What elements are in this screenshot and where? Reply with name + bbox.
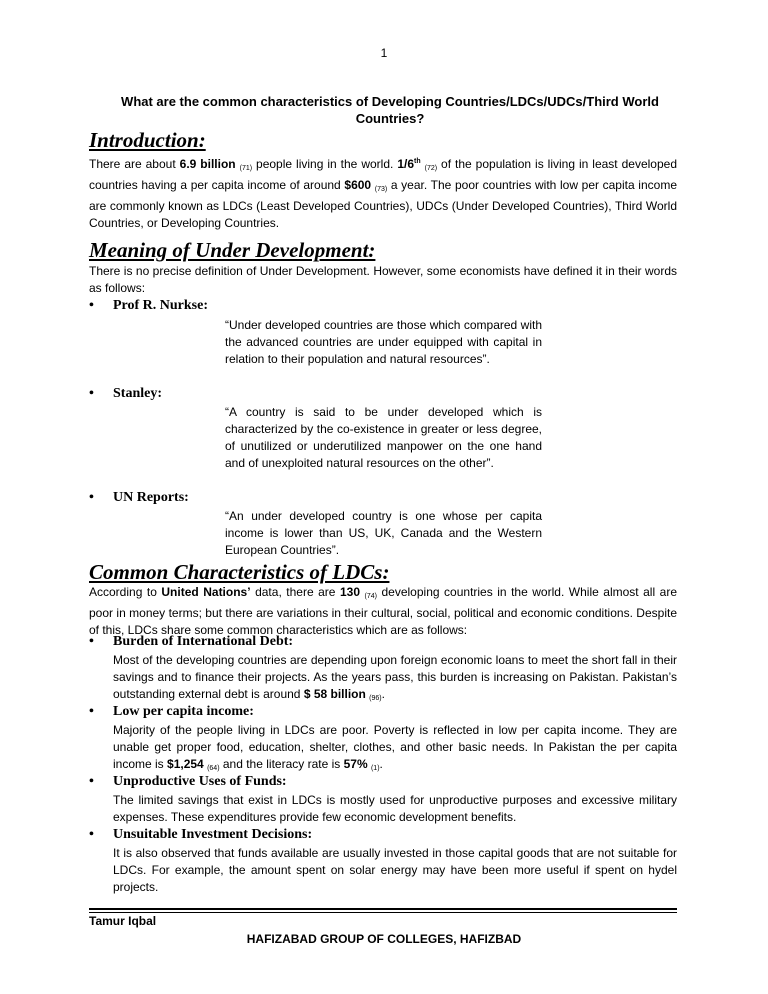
bullet-icon: • xyxy=(89,490,94,505)
bullet-icon: • xyxy=(89,704,94,719)
bullet-icon: • xyxy=(89,774,94,789)
characteristics-heading: Common Characteristics of LDCs: xyxy=(89,560,390,584)
bullet-icon: • xyxy=(89,386,94,401)
definition-un-reports: • UN Reports: xyxy=(89,490,189,505)
introduction-paragraph: There are about 6.9 billion $_{(71)}$ people living in the world. 1/6th $_{(72)}$ of the population is living in least developed countries having a per capita income of around $600 $_{(73)}$ a year. The poor countries with low per capita income are commonly known as LDCs (Least Developed Countries), UDCs (Under Developed Countries), Third World Countries, or Developing Countries. xyxy=(89,157,678,230)
quote-stanley: “A country is said to be under developed which is characterized by the co-existence in greater or less degree, of unutilized or underutilized manpower on the one hand and of unexploited natural resources on the other”. xyxy=(225,405,542,470)
footer-college: HAFIZABAD GROUP OF COLLEGES, HAFIZBAD xyxy=(246,932,522,946)
document-title: What are the common characteristics of Developing Countries/LDCs/UDCs/Third World Countries? xyxy=(121,94,659,126)
item-investment: • Unsuitable Investment Decisions: xyxy=(89,827,313,842)
introduction-heading: Introduction: xyxy=(89,128,206,152)
footer-divider xyxy=(89,908,677,910)
bullet-icon: • xyxy=(89,827,94,842)
quote-nurkse: “Under developed countries are those which compared with the advanced countries are under equipped with capital in relation to their population and natural resources”. xyxy=(225,318,542,366)
definition-stanley: • Stanley: xyxy=(89,386,162,401)
footer-author: Tamur Iqbal xyxy=(89,914,157,928)
item-debt-text: Most of the developing countries are depending upon foreign economic loans to meet the short fall in their savings and to finance their projects. As the years pass, this burden is increasing on Pakistan. Pakistan’s outstanding external debt is around $ 58 billion $_{(96)}$. xyxy=(113,653,677,702)
item-income: • Low per capita income: xyxy=(89,704,254,719)
item-investment-text: It is also observed that funds available are usually invested in those capital goods that are not suitable for LDCs. For example, the amount spent on solar energy may have been more useful if spent on hydel projects. xyxy=(113,846,677,894)
characteristics-paragraph: According to United Nations’ data, there are 130 $_{(74)}$ developing countries in the world. While almost all are poor in money terms; but there are variations in their cultural, social, political and economic conditions. Despite of this, LDCs share some common characteristics which are as follows: xyxy=(89,585,677,637)
bullet-icon: • xyxy=(89,634,94,649)
definition-nurkse: • Prof R. Nurkse: xyxy=(89,298,209,313)
meaning-paragraph: There is no precise definition of Under Development. However, some economists have defined it in their words as follows: xyxy=(89,264,677,295)
page-number: 1 xyxy=(380,46,388,60)
bullet-icon: • xyxy=(89,298,94,313)
item-income-text: Majority of the people living in LDCs are poor. Poverty is reflected in low per capita income. They are unable get proper food, education, shelter, clothes, and other basic needs. In Pakistan the per capita income is $1,254 $_{(64)}$ and the literacy rate is 57% $_{(1)}$. xyxy=(113,723,677,772)
meaning-heading: Meaning of Under Development: xyxy=(89,238,376,262)
item-debt: • Burden of International Debt: xyxy=(89,634,294,649)
item-funds: • Unproductive Uses of Funds: xyxy=(89,774,287,789)
footer-divider-thin xyxy=(89,912,677,913)
item-funds-text: The limited savings that exist in LDCs is mostly used for unproductive purposes and excessive military expenses. These expenditures provide few economic development benefits. xyxy=(113,793,677,824)
quote-un-reports: “An under developed country is one whose per capita income is lower than US, UK, Canada and the Western European Countries”. xyxy=(225,509,542,557)
